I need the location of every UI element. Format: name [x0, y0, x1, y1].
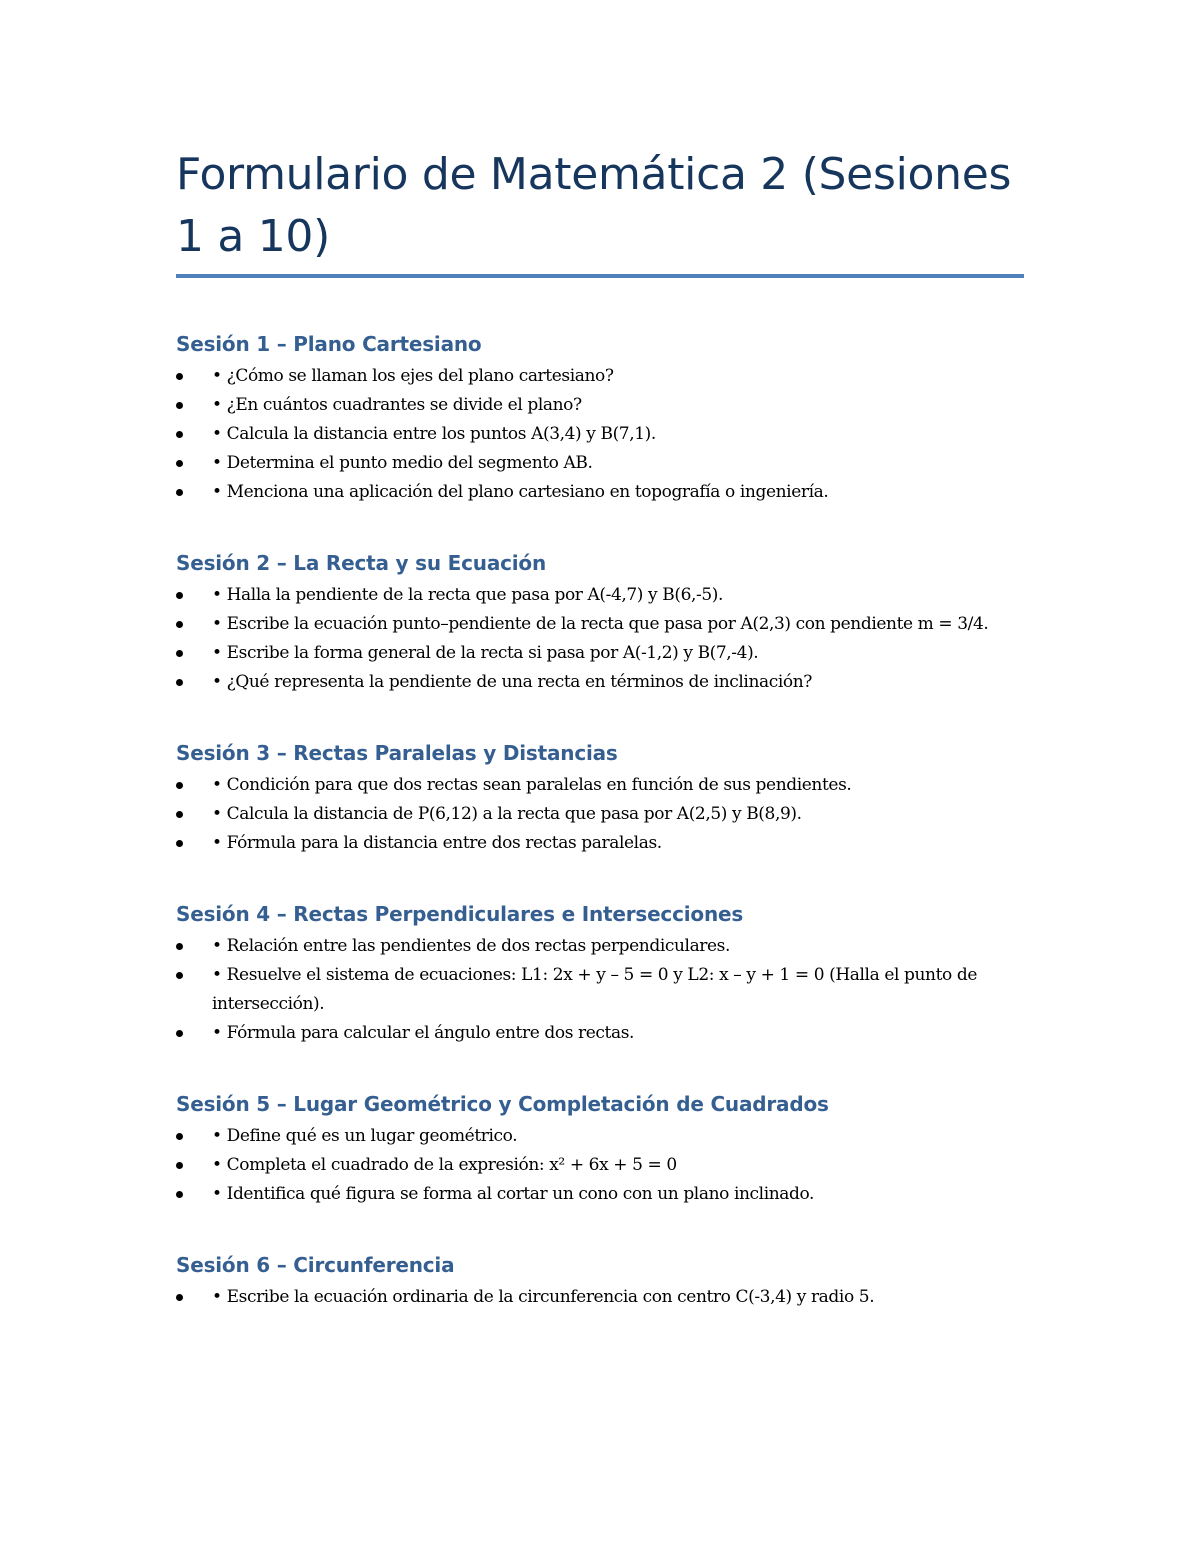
list-item	[176, 610, 1024, 639]
list-item	[176, 391, 1024, 420]
list-item	[176, 362, 1024, 391]
bullet-icon	[176, 402, 183, 409]
list-item	[176, 581, 1024, 610]
section-5	[176, 1090, 1024, 1209]
list-item	[176, 1122, 1024, 1151]
bullet-icon	[176, 431, 183, 438]
item-text: • Define qué es un lugar geométrico.	[212, 1126, 518, 1146]
list-item	[176, 932, 1024, 961]
question-list	[176, 1122, 1024, 1209]
bullet-icon	[176, 943, 183, 950]
item-text: • Fórmula para calcular el ángulo entre dos rectas.	[212, 1023, 635, 1043]
list-item	[176, 961, 1024, 1019]
bullet-icon	[176, 1191, 183, 1198]
section-heading: Sesión 1 – Plano Cartesiano	[176, 332, 482, 356]
question-list	[176, 1283, 1024, 1312]
list-item	[176, 420, 1024, 449]
bullet-icon	[176, 679, 183, 686]
section-heading: Sesión 6 – Circunferencia	[176, 1253, 455, 1277]
list-item	[176, 449, 1024, 478]
item-text: • Escribe la ecuación ordinaria de la circunferencia con centro C(-3,4) y radio 5.	[212, 1287, 875, 1307]
item-text: • Menciona una aplicación del plano cartesiano en topografía o ingeniería.	[212, 482, 829, 502]
bullet-icon	[176, 1294, 183, 1301]
list-item	[176, 1283, 1024, 1312]
section-4	[176, 900, 1024, 1048]
item-text: • Determina el punto medio del segmento AB.	[212, 453, 593, 473]
bullet-icon	[176, 1162, 183, 1169]
question-list	[176, 362, 1024, 507]
bullet-icon	[176, 489, 183, 496]
question-list	[176, 771, 1024, 858]
bullet-icon	[176, 811, 183, 818]
bullet-icon	[176, 1133, 183, 1140]
question-list	[176, 581, 1024, 697]
list-item	[176, 771, 1024, 800]
item-text: • Relación entre las pendientes de dos rectas perpendiculares.	[212, 936, 731, 956]
section-3	[176, 739, 1024, 858]
section-heading: Sesión 5 – Lugar Geométrico y Completación de Cuadrados	[176, 1092, 829, 1116]
section-heading: Sesión 2 – La Recta y su Ecuación	[176, 551, 547, 575]
bullet-icon	[176, 650, 183, 657]
bullet-icon	[176, 1030, 183, 1037]
item-text: • ¿En cuántos cuadrantes se divide el plano?	[212, 395, 582, 415]
item-text: • ¿Qué representa la pendiente de una recta en términos de inclinación?	[212, 672, 812, 692]
bullet-icon	[176, 373, 183, 380]
list-item	[176, 1019, 1024, 1048]
question-list	[176, 932, 1024, 1048]
item-text: • Calcula la distancia de P(6,12) a la recta que pasa por A(2,5) y B(8,9).	[212, 804, 802, 824]
item-text: • Calcula la distancia entre los puntos A(3,4) y B(7,1).	[212, 424, 656, 444]
item-text: • Resuelve el sistema de ecuaciones: L1: 2x + y – 5 = 0 y L2: x – y + 1 = 0 (Halla el punto de intersección).	[212, 965, 978, 1014]
item-text: • Identifica qué figura se forma al cortar un cono con un plano inclinado.	[212, 1184, 815, 1204]
list-item	[176, 1151, 1024, 1180]
list-item	[176, 639, 1024, 668]
bullet-icon	[176, 840, 183, 847]
document-title: Formulario de Matemática 2 (Sesiones 1 a 10)	[176, 149, 1012, 262]
list-item	[176, 668, 1024, 697]
item-text: • Completa el cuadrado de la expresión: x² + 6x + 5 = 0	[212, 1155, 677, 1175]
item-text: • Condición para que dos rectas sean paralelas en función de sus pendientes.	[212, 775, 852, 795]
item-text: • Escribe la ecuación punto–pendiente de la recta que pasa por A(2,3) con pendiente m = 3/4.	[212, 614, 989, 634]
document-content	[176, 144, 1024, 1354]
section-1	[176, 330, 1024, 507]
item-text: • ¿Cómo se llaman los ejes del plano cartesiano?	[212, 366, 614, 386]
item-text: • Halla la pendiente de la recta que pasa por A(-4,7) y B(6,-5).	[212, 585, 723, 605]
section-6	[176, 1251, 1024, 1312]
list-item	[176, 800, 1024, 829]
bullet-icon	[176, 972, 183, 979]
section-heading: Sesión 4 – Rectas Perpendiculares e Intersecciones	[176, 902, 744, 926]
list-item	[176, 1180, 1024, 1209]
item-text: • Fórmula para la distancia entre dos rectas paralelas.	[212, 833, 662, 853]
list-item	[176, 478, 1024, 507]
item-text: • Escribe la forma general de la recta si pasa por A(-1,2) y B(7,-4).	[212, 643, 759, 663]
bullet-icon	[176, 460, 183, 467]
bullet-icon	[176, 592, 183, 599]
bullet-icon	[176, 782, 183, 789]
section-heading: Sesión 3 – Rectas Paralelas y Distancias	[176, 741, 618, 765]
title-underline	[176, 274, 1024, 278]
bullet-icon	[176, 621, 183, 628]
section-2	[176, 549, 1024, 697]
list-item	[176, 829, 1024, 858]
